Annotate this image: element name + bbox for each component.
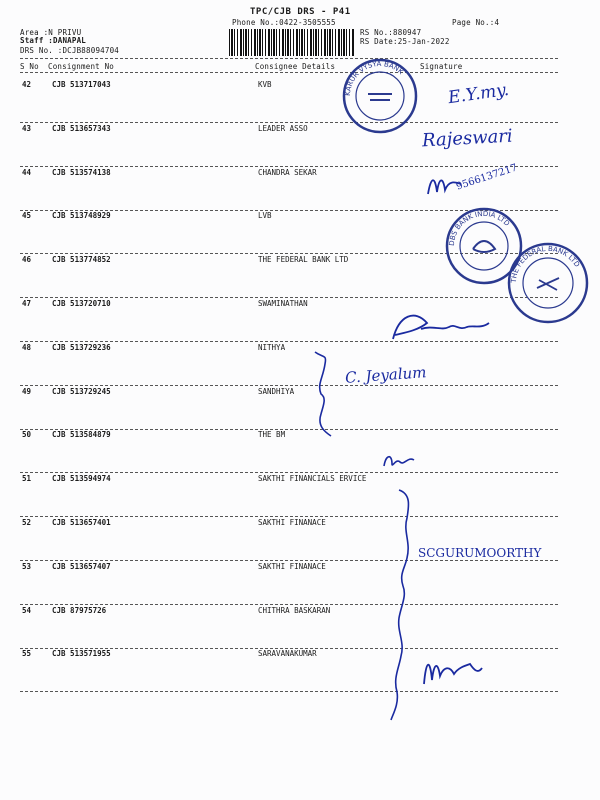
dbs-stamp-text: DBS BANK INDIA LTD bbox=[447, 209, 512, 247]
row-divider bbox=[20, 604, 558, 605]
header-divider bbox=[20, 58, 558, 59]
phone-number: Phone No.:0422-3505555 bbox=[232, 18, 336, 27]
table-row bbox=[0, 387, 600, 431]
row-divider bbox=[20, 691, 558, 692]
bracket-48-49 bbox=[305, 348, 341, 440]
page-number: Page No.:4 bbox=[452, 18, 500, 27]
signature-43: Rajeswari bbox=[421, 125, 514, 152]
signature-42: E.Y.my. bbox=[446, 79, 511, 109]
row-consignee: THE FEDERAL BANK LTD bbox=[258, 255, 349, 264]
table-row bbox=[0, 649, 600, 693]
row-consignee: LEADER ASSO bbox=[258, 124, 308, 133]
signature-52: SCGURUMOORTHY bbox=[418, 546, 542, 560]
row-consignment-no: CJB 513574138 bbox=[52, 168, 111, 177]
svg-text:DBS BANK INDIA LTD bbox=[448, 210, 511, 246]
table-row bbox=[0, 430, 600, 474]
table-row bbox=[0, 343, 600, 387]
row-consignment-no: CJB 513729245 bbox=[52, 387, 111, 396]
row-sno: 48 bbox=[22, 343, 32, 352]
row-consignment-no: CJB 513571955 bbox=[52, 649, 111, 658]
signature-47 bbox=[385, 305, 505, 347]
row-sno: 50 bbox=[22, 430, 32, 439]
col-consignee: Consignee Details bbox=[255, 62, 336, 71]
row-sno: 46 bbox=[22, 255, 32, 264]
col-sno: S No bbox=[20, 62, 39, 71]
columns-divider bbox=[20, 72, 558, 73]
row-divider bbox=[20, 472, 558, 473]
row-sno: 51 bbox=[22, 474, 32, 483]
row-sno: 42 bbox=[22, 80, 32, 89]
col-signature: Signature bbox=[420, 62, 463, 71]
row-consignee: CHANDRA SEKAR bbox=[258, 168, 317, 177]
table-row bbox=[0, 606, 600, 650]
signature-55 bbox=[418, 650, 488, 690]
row-sno: 49 bbox=[22, 387, 32, 396]
table-row bbox=[0, 562, 600, 606]
row-consignee: NITHYA bbox=[258, 343, 286, 352]
staff-label: Staff :DANAPAL bbox=[20, 36, 87, 45]
row-sno: 54 bbox=[22, 606, 32, 615]
row-divider bbox=[20, 122, 558, 123]
kvb-stamp-text: KARUR VYSYA BANK bbox=[343, 59, 405, 97]
kvb-stamp bbox=[340, 56, 420, 136]
row-sno: 53 bbox=[22, 562, 32, 571]
row-consignment-no: CJB 513594974 bbox=[52, 474, 111, 483]
row-consignment-no: CJB 513657343 bbox=[52, 124, 111, 133]
drs-number: DRS No. :DCJB88094704 bbox=[20, 46, 120, 55]
row-consignment-no: CJB 513748929 bbox=[52, 211, 111, 220]
federal-stamp bbox=[505, 240, 591, 326]
table-row bbox=[0, 80, 600, 124]
row-sno: 44 bbox=[22, 168, 32, 177]
row-sno: 52 bbox=[22, 518, 32, 527]
row-divider bbox=[20, 166, 558, 167]
row-consignment-no: CJB 513657401 bbox=[52, 518, 111, 527]
drs-title: TPC/CJB DRS - P41 bbox=[250, 7, 351, 17]
row-sno: 43 bbox=[22, 124, 32, 133]
row-consignment-no: CJB 513720710 bbox=[52, 299, 111, 308]
row-consignee: SAKTHI FINANACE bbox=[258, 518, 326, 527]
signature-50 bbox=[380, 450, 420, 472]
row-divider bbox=[20, 516, 558, 517]
row-consignee: SAKTHI FINANCIALS ERVICE bbox=[258, 474, 367, 483]
row-consignee: KVB bbox=[258, 80, 272, 89]
col-consignment: Consignment No bbox=[48, 62, 115, 71]
row-consignee: SAKTHI FINANACE bbox=[258, 562, 326, 571]
row-sno: 45 bbox=[22, 211, 32, 220]
signature-48: C. Jeyalum bbox=[344, 363, 427, 387]
signature-44-phone: 9566137217 bbox=[454, 162, 519, 193]
row-sno: 47 bbox=[22, 299, 32, 308]
row-consignee: SWAMINATHAN bbox=[258, 299, 308, 308]
rs-number: RS No.:880947 bbox=[360, 28, 422, 37]
federal-stamp-text: THE FEDERAL BANK LTD bbox=[509, 244, 582, 284]
row-consignee: CHITHRA BASKARAN bbox=[258, 606, 331, 615]
row-consignee: THE BM bbox=[258, 430, 286, 439]
area-label: Area :N PRIVU bbox=[20, 28, 82, 37]
row-divider bbox=[20, 297, 558, 298]
row-sno: 55 bbox=[22, 649, 32, 658]
row-consignment-no: CJB 513774852 bbox=[52, 255, 111, 264]
barcode bbox=[229, 29, 354, 56]
row-consignment-no: CJB 513717043 bbox=[52, 80, 111, 89]
row-consignee: SANDHIYA bbox=[258, 387, 295, 396]
rs-date: RS Date:25-Jan-2022 bbox=[360, 37, 450, 46]
table-row bbox=[0, 474, 600, 518]
row-consignee: SARAVANAKUMAR bbox=[258, 649, 317, 658]
row-divider bbox=[20, 385, 558, 386]
row-divider bbox=[20, 560, 558, 561]
row-consignment-no: CJB 513729236 bbox=[52, 343, 111, 352]
row-consignment-no: CJB 513584879 bbox=[52, 430, 111, 439]
row-consignment-no: CJB 87975726 bbox=[52, 606, 107, 615]
row-consignee: LVB bbox=[258, 211, 272, 220]
row-consignment-no: CJB 513657407 bbox=[52, 562, 111, 571]
